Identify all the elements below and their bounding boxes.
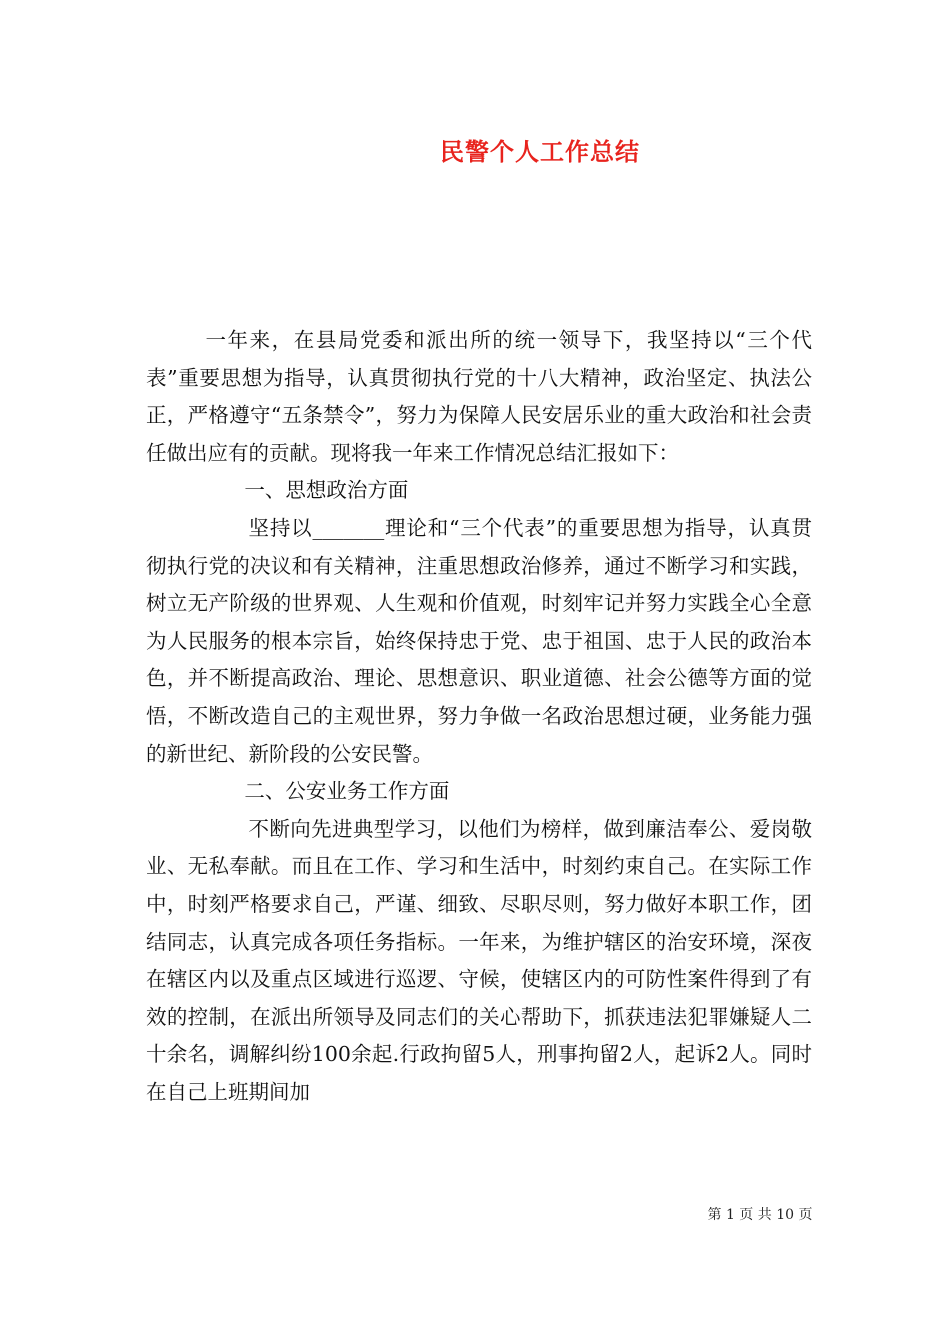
page-number: 第 1 页 共 10 页: [707, 1207, 813, 1223]
section-heading-2: 二、公安业务工作方面: [244, 779, 450, 804]
paragraph-intro: 一年来，在县局党委和派出所的统一领导下，我坚持以“三个代表”重要思想为指导，认真贯彻执行党的十八大精神，政治坚定、执法公正，严格遵守“五条禁令”，努力为保障人民安居乐业的重大政治和社会责任做出应有的贡献。现将我一年来工作情况总结汇报如下：: [146, 328, 812, 465]
paragraph-work: 不断向先进典型学习，以他们为榜样，做到廉洁奉公、爱岗敬业、无私奉献。而且在工作、学习和生活中，时刻约束自己。在实际工作中，时刻严格要求自己，严谨、细致、尽职尽则，努力做好本职工作，团结同志，认真完成各项任务指标。一年来，为维护辖区的治安环境，深夜在辖区内以及重点区域进行巡逻、守候，使辖区内的可防性案件得到了有效的控制，在派出所领导及同志们的关心帮助下，抓获违法犯罪嫌疑人二十余名，调解纠纷100余起.行政拘留5人，刑事拘留2人，起诉2人。同时在自己上班期间加: [146, 816, 812, 1104]
document-title: 民警个人工作总结: [440, 137, 640, 166]
paragraph-political: 坚持以_______理论和“三个代表”的重要思想为指导，认真贯彻执行党的决议和有关精神，注重思想政治修养，通过不断学习和实践，树立无产阶级的世界观、人生观和价值观，时刻牢记并努力实践全心全意为人民服务的根本宗旨，始终保持忠于党、忠于祖国、忠于人民的政治本色，并不断提高政治、理论、思想意识、职业道德、社会公德等方面的觉悟，不断改造自己的主观世界，努力争做一名政治思想过硬，业务能力强的新世纪、新阶段的公安民警。: [146, 515, 812, 766]
document-body: [146, 322, 812, 1111]
section-heading-1: 一、思想政治方面: [244, 478, 409, 503]
